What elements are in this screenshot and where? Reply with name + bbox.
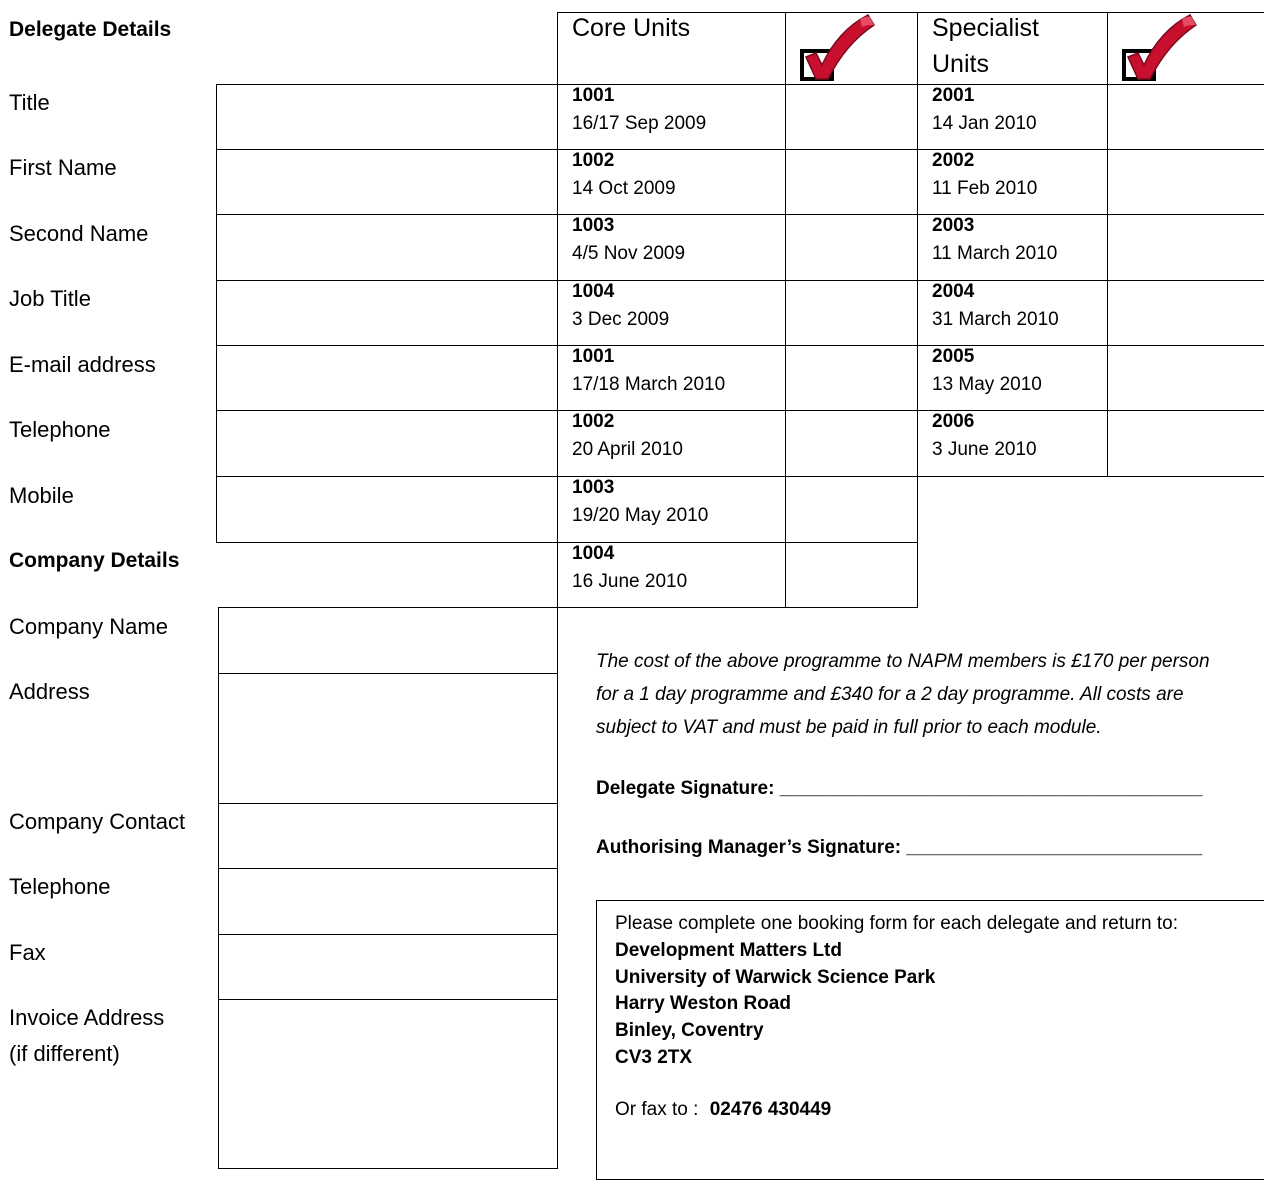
job-title-label: Job Title (9, 286, 91, 311)
first-name-field[interactable] (216, 149, 558, 215)
core-unit-row (557, 542, 786, 608)
core-tick-header (785, 12, 918, 85)
company-details-heading: Company Details (9, 549, 180, 572)
title-label: Title (9, 90, 50, 115)
core-unit-row (557, 214, 786, 281)
specialist-unit-checkbox[interactable] (1107, 280, 1264, 346)
unit-code: 1003 (572, 215, 615, 236)
unit-code: 1001 (572, 346, 615, 367)
core-unit-checkbox[interactable] (785, 149, 918, 215)
unit-date: 14 Oct 2009 (572, 178, 676, 199)
unit-date: 3 June 2010 (932, 439, 1037, 460)
unit-date: 20 April 2010 (572, 439, 683, 460)
core-unit-row (557, 410, 786, 477)
unit-code: 1003 (572, 477, 615, 498)
specialist-tick-header (1107, 12, 1264, 85)
specialist-units-header-text-1: Specialist (932, 14, 1039, 42)
fax-label: Fax (9, 940, 46, 965)
mobile-field[interactable] (216, 476, 558, 543)
unit-date: 14 Jan 2010 (932, 113, 1037, 134)
unit-date: 31 March 2010 (932, 309, 1059, 330)
core-units-header-text: Core Units (572, 14, 691, 42)
specialist-unit-row (917, 214, 1108, 281)
unit-date: 17/18 March 2010 (572, 374, 726, 395)
job-title-field[interactable] (216, 280, 558, 346)
specialist-unit-checkbox[interactable] (1107, 410, 1264, 477)
address-line: Harry Weston Road (615, 993, 791, 1014)
unit-date: 11 March 2010 (932, 243, 1058, 264)
unit-date: 16 June 2010 (572, 571, 688, 592)
specialist-unit-checkbox[interactable] (1107, 84, 1264, 150)
email-field[interactable] (216, 345, 558, 411)
address-field[interactable] (218, 673, 558, 804)
specialist-unit-row (917, 84, 1108, 150)
address-line: University of Warwick Science Park (615, 967, 936, 988)
unit-code: 1002 (572, 411, 615, 432)
unit-code: 1002 (572, 150, 615, 171)
unit-code: 2006 (932, 411, 975, 432)
unit-date: 11 Feb 2010 (932, 178, 1038, 199)
fax-to-label: Or fax to : (615, 1099, 699, 1120)
checkmark-icon (1122, 13, 1200, 83)
unit-code: 2003 (932, 215, 975, 236)
manager-signature-line[interactable]: Authorising Manager’s Signature: ____________________________ (596, 837, 1203, 858)
core-unit-checkbox[interactable] (785, 280, 918, 346)
return-address-box (596, 900, 1264, 1180)
specialist-unit-checkbox[interactable] (1107, 149, 1264, 215)
unit-code: 2001 (932, 85, 975, 106)
core-unit-row (557, 149, 786, 215)
address-line: Development Matters Ltd (615, 940, 842, 961)
title-field[interactable] (216, 84, 558, 150)
specialist-unit-row (917, 345, 1108, 411)
core-unit-checkbox[interactable] (785, 84, 918, 150)
core-unit-checkbox[interactable] (785, 410, 918, 477)
telephone-field[interactable] (216, 410, 558, 477)
delegate-details-heading: Delegate Details (9, 18, 172, 41)
fax-field[interactable] (218, 934, 558, 1000)
company-name-field[interactable] (218, 607, 558, 674)
company-contact-label: Company Contact (9, 809, 186, 834)
core-units-header (557, 12, 786, 85)
unit-code: 2004 (932, 281, 975, 302)
unit-code: 1001 (572, 85, 615, 106)
core-unit-checkbox[interactable] (785, 542, 918, 608)
return-intro: Please complete one booking form for each delegate and return to: (615, 913, 1178, 934)
unit-date: 13 May 2010 (932, 374, 1042, 395)
unit-code: 2005 (932, 346, 975, 367)
unit-date: 16/17 Sep 2009 (572, 113, 707, 134)
second-name-field[interactable] (216, 214, 558, 281)
address-label: Address (9, 679, 90, 704)
checkmark-icon (800, 13, 878, 83)
specialist-unit-row (917, 410, 1108, 477)
core-unit-row (557, 280, 786, 346)
delegate-signature-line[interactable]: Delegate Signature: ________________________________________ (596, 778, 1203, 799)
core-unit-row (557, 345, 786, 411)
company-name-label: Company Name (9, 614, 168, 639)
unit-date: 19/20 May 2010 (572, 505, 709, 526)
invoice-address-label: Invoice Address (9, 1005, 165, 1030)
specialist-units-header-text-2: Units (932, 50, 989, 78)
address-line: Binley, Coventry (615, 1020, 764, 1041)
telephone-label: Telephone (9, 417, 111, 442)
fax-line (615, 1097, 831, 1123)
company-telephone-field[interactable] (218, 868, 558, 935)
cost-note-line-3: subject to VAT and must be paid in full prior to each module. (596, 717, 1102, 738)
company-contact-field[interactable] (218, 803, 558, 869)
specialist-unit-checkbox[interactable] (1107, 345, 1264, 411)
unit-date: 3 Dec 2009 (572, 309, 670, 330)
company-telephone-label: Telephone (9, 874, 111, 899)
cost-note-line-2: for a 1 day programme and £340 for a 2 day programme. All costs are (596, 684, 1184, 705)
unit-date: 4/5 Nov 2009 (572, 243, 686, 264)
specialist-unit-row (917, 280, 1108, 346)
fax-number: 02476 430449 (709, 1099, 832, 1120)
core-unit-row (557, 476, 786, 543)
email-label: E-mail address (9, 352, 156, 377)
invoice-address-field[interactable] (218, 999, 558, 1169)
unit-code: 1004 (572, 543, 615, 564)
address-line: CV3 2TX (615, 1047, 693, 1068)
core-unit-checkbox[interactable] (785, 476, 918, 543)
specialist-units-header (917, 12, 1108, 85)
core-unit-row (557, 84, 786, 150)
second-name-label: Second Name (9, 221, 149, 246)
first-name-label: First Name (9, 155, 117, 180)
specialist-unit-row (917, 149, 1108, 215)
core-unit-checkbox[interactable] (785, 214, 918, 281)
unit-code: 2002 (932, 150, 975, 171)
mobile-label: Mobile (9, 483, 74, 508)
invoice-address-sublabel: (if different) (9, 1041, 120, 1066)
unit-code: 1004 (572, 281, 615, 302)
cost-note-line-1: The cost of the above programme to NAPM members is £170 per person (596, 651, 1210, 672)
core-unit-checkbox[interactable] (785, 345, 918, 411)
specialist-unit-checkbox[interactable] (1107, 214, 1264, 281)
